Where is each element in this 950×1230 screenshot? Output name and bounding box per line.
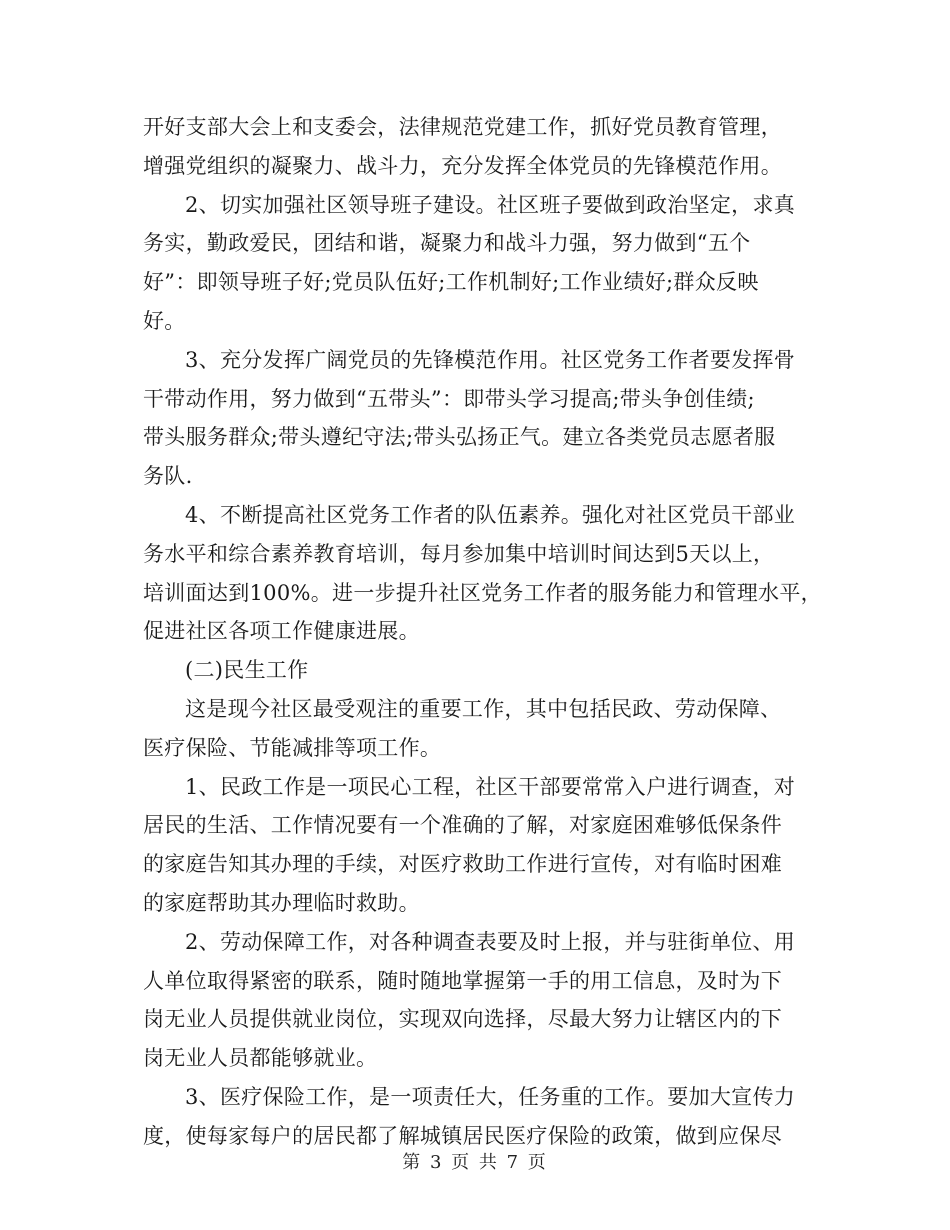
text-line: 2、劳动保障工作，对各种调查表要及时上报，并与驻街单位、用	[185, 929, 796, 954]
paragraph	[143, 1078, 803, 1156]
text-line: 好”：即领导班子好;党员队伍好;工作机制好;工作业绩好;群众反映	[143, 270, 759, 295]
text-line: 的家庭告知其办理的手续，对医疗救助工作进行宣传，对有临时困难	[143, 852, 782, 877]
paragraph	[143, 690, 803, 768]
document-body	[143, 108, 822, 1156]
page-number: 第 3 页 共 7 页	[402, 1152, 548, 1173]
text-line: 这是现今社区最受观注的重要工作，其中包括民政、劳动保障、	[185, 696, 782, 721]
text-line: 3、医疗保险工作，是一项责任大，任务重的工作。要加大宣传力	[185, 1084, 796, 1109]
paragraph	[143, 768, 803, 923]
text-line: 岗无业人员都能够就业。	[143, 1046, 378, 1071]
text-line: 开好支部大会上和支委会，法律规范党建工作，抓好党员教育管理，	[143, 115, 782, 139]
paragraph	[143, 923, 803, 1078]
text-line: 度，使每家每户的居民都了解城镇居民医疗保险的政策，做到应保尽	[143, 1123, 782, 1148]
text-line: 居民的生活、工作情况要有一个准确的了解，对家庭困难够低保条件	[143, 813, 782, 838]
text-line: (二)民生工作	[185, 658, 309, 683]
text-line: 带头服务群众;带头遵纪守法;带头弘扬正气。建立各类党员志愿者服	[143, 425, 776, 450]
text-line: 培训面达到100%。进一步提升社区党务工作者的服务能力和管理水平，	[143, 580, 822, 605]
text-line: 增强党组织的凝聚力、战斗力，充分发挥全体党员的先锋模范作用。	[143, 153, 782, 178]
section-heading	[143, 651, 803, 690]
text-line: 1、民政工作是一项民心工程，社区干部要常常入户进行调查，对	[185, 774, 796, 799]
text-line: 2、切实加强社区领导班子建设。社区班子要做到政治坚定，求真	[185, 192, 796, 217]
text-line: 促进社区各项工作健康进展。	[143, 619, 420, 644]
text-line: 务水平和综合素养教育培训，每月参加集中培训时间达到5天以上，	[143, 541, 775, 566]
paragraph	[143, 496, 822, 651]
text-line: 干带动作用，努力做到“五带头”：即带头学习提高;带头争创佳绩;	[143, 386, 755, 411]
text-line: 好。	[143, 308, 186, 333]
text-line: 3、充分发挥广阔党员的先锋模范作用。社区党务工作者要发挥骨	[185, 347, 796, 372]
paragraph	[143, 341, 803, 496]
text-line: 4、不断提高社区党务工作者的队伍素养。强化对社区党员干部业	[185, 502, 796, 527]
text-line: 医疗保险、节能减排等项工作。	[143, 735, 442, 760]
paragraph	[143, 108, 803, 186]
text-line: 人单位取得紧密的联系，随时随地掌握第一手的用工信息，及时为下	[143, 968, 782, 993]
paragraph	[143, 186, 803, 341]
text-line: 务队.	[143, 464, 193, 489]
text-line: 岗无业人员提供就业岗位，实现双向选择，尽最大努力让辖区内的下	[143, 1007, 782, 1032]
text-line: 的家庭帮助其办理临时救助。	[143, 890, 420, 915]
text-line: 务实，勤政爱民，团结和谐，凝聚力和战斗力强，努力做到“五个	[143, 231, 751, 256]
